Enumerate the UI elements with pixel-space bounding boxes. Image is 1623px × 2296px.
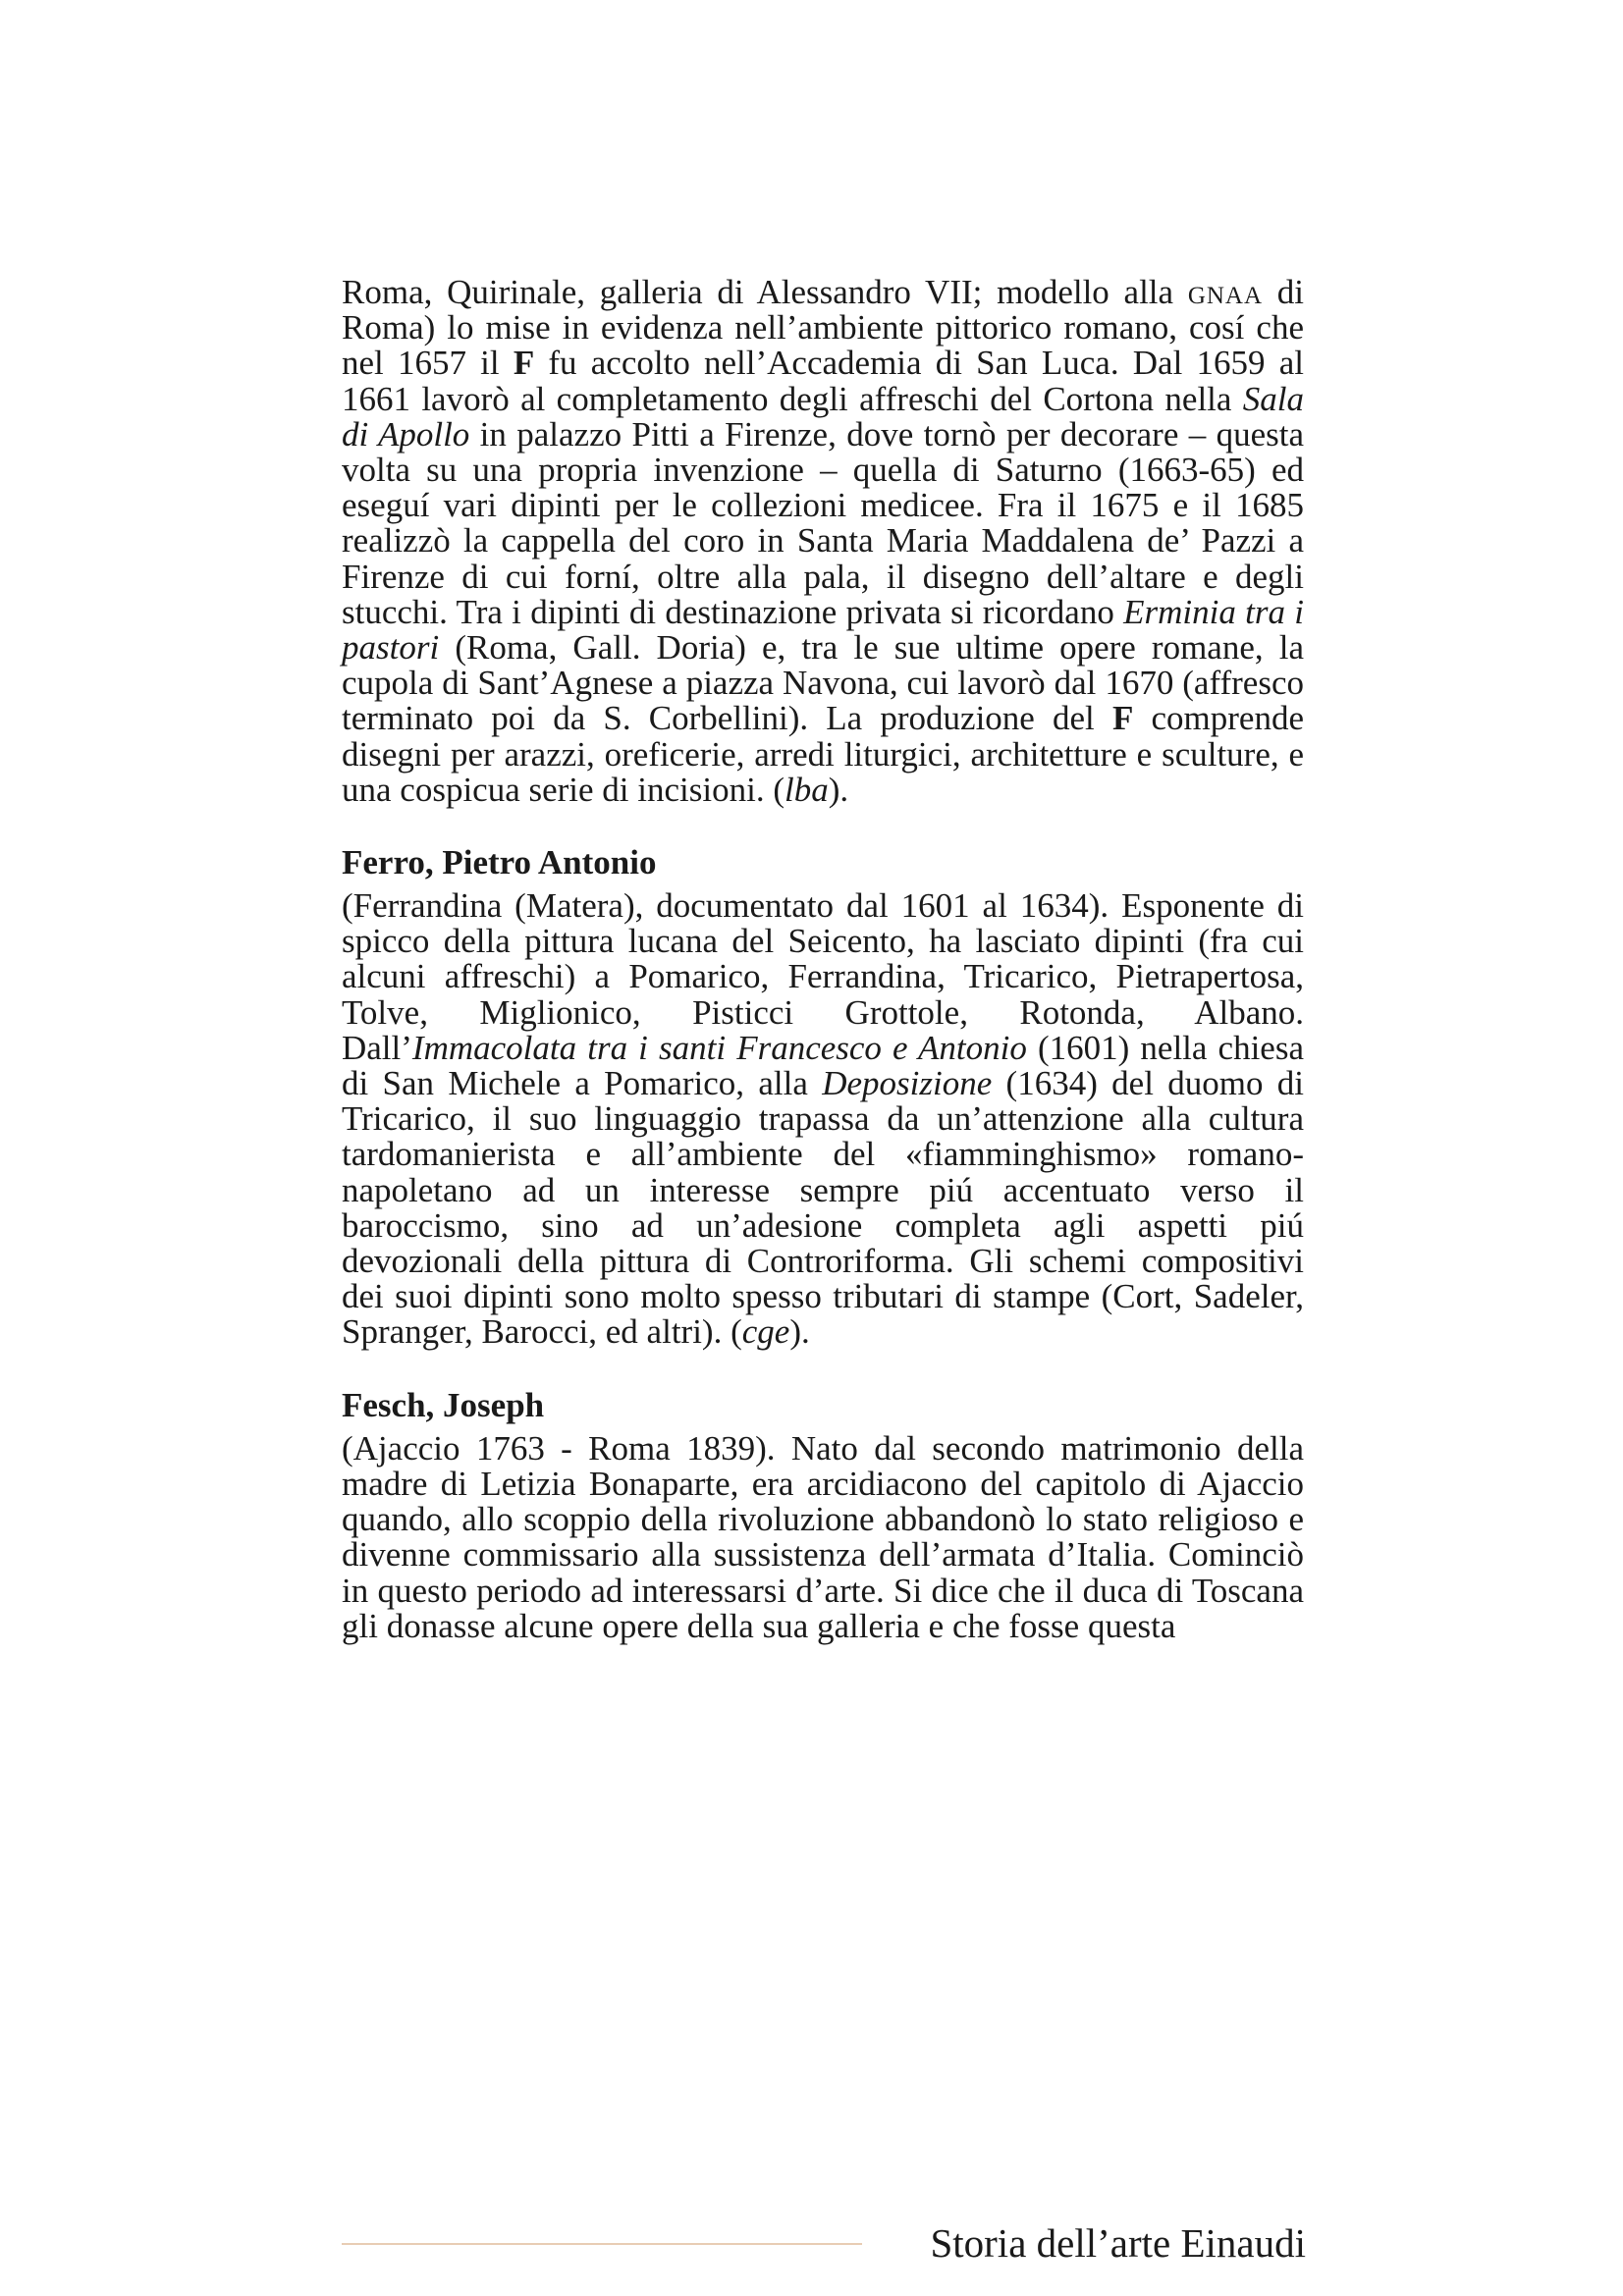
entry-title-ferro: Ferro, Pietro Antonio xyxy=(342,843,657,882)
intro-text-3: fu accolto nell’Accademia di San Luca. Dal 1659 al 1661 lavorò al completamento degli affreschi del Cortona nella xyxy=(342,344,1304,418)
intro-text-2: di Roma) lo mise in evidenza nell’ambiente pittorico romano, cosí che nel 1657 il xyxy=(342,273,1304,383)
artwork-title: Sala di Apollo xyxy=(342,379,1304,454)
intro-text-1: Roma, Quirinale, galleria di Alessandro VII; modello alla xyxy=(342,273,1188,311)
artwork-title: Immacolata tra i santi Francesco e Antonio xyxy=(411,1028,1027,1067)
footer-rule xyxy=(342,2243,862,2245)
entry-body-fesch: (Ajaccio 1763 - Roma 1839). Nato dal secondo matrimonio della madre di Letizia Bonaparte, era arcidiacono del capitolo di Ajaccio quando, allo scoppio della rivoluzione abbandonò lo stato religioso e divenne commissario alla sussistenza dell’armata d’Italia. Cominciò in questo periodo ad interessarsi d’arte. Si dice che il duca di Toscana gli donasse alcune opere della sua galleria e che fosse questa xyxy=(342,1428,1304,1645)
author-initials: cge xyxy=(741,1312,790,1352)
entry-title-fesch: Fesch, Joseph xyxy=(342,1385,545,1424)
author-initials: lba xyxy=(784,770,829,809)
ferro-text-2: (1601) nella chiesa di San Michele a Pomarico, alla xyxy=(342,1028,1304,1103)
gnaa-abbreviation: gnaa xyxy=(1187,273,1264,311)
intro-text-4: in palazzo Pitti a Firenze, dove tornò per decorare – questa volta su una propria invenzione – quella di Saturno (1663-65) ed eseguí vari dipinti per le collezioni medicee. Fra il 1675 e il 1685 realizzò la cappella del coro in Santa Maria Maddalena de’ Pazzi a Firenze di cui forní, oltre alla pala, il disegno dell’altare e degli stucchi. Tra i dipinti di destinazione privata si ricordano xyxy=(342,414,1304,631)
artist-initial: F xyxy=(1111,699,1134,738)
intro-text-5: (Roma, Gall. Doria) e, tra le sue ultime opere romane, la cupola di Sant’Agnese a piazza Navona, cui lavorò dal 1670 (affresco terminato poi da S. Corbellini). La produzione del xyxy=(342,628,1304,738)
artwork-title: Deposizione xyxy=(822,1064,993,1103)
ferro-text-1: (Ferrandina (Matera), documentato dal 1601 al 1634). Esponente di spicco della pittura lucana del Seicento, ha lasciato dipinti (fra cui alcuni affreschi) a Pomarico, Ferrandina, Tricarico, Pietrapertosa, Tolve, Miglionico, Pisticci Grottole, Rotonda, Albano. Dall’ xyxy=(342,886,1304,1067)
entry-body-ferro xyxy=(342,888,1304,1351)
ferro-end: ). xyxy=(789,1312,810,1352)
intro-paragraph xyxy=(342,275,1304,808)
artwork-title: Erminia tra i pastori xyxy=(342,592,1305,667)
intro-text-6: comprende disegni per arazzi, oreficerie, arredi liturgici, architetture e sculture, e una cospicua serie di incisioni. ( xyxy=(342,699,1305,809)
footer-publisher: Storia dell’arte Einaudi xyxy=(930,2220,1306,2266)
ferro-text-3: (1634) del duomo di Tricarico, il suo linguaggio trapassa da un’attenzione alla cultura tardomanierista e all’ambiente del «fiamminghismo» romano-napoletano ad un interesse sempre piú accentuato verso il baroccismo, sino ad un’adesione completa agli aspetti piú devozionali della pittura di Controriforma. Gli schemi compositivi dei suoi dipinti sono molto spesso tributari di stampe (Cort, Sadeler, Spranger, Barocci, ed altri). ( xyxy=(342,1064,1304,1352)
intro-end: ). xyxy=(828,770,849,809)
page-body xyxy=(342,275,1304,1644)
artist-initial: F xyxy=(513,344,535,383)
